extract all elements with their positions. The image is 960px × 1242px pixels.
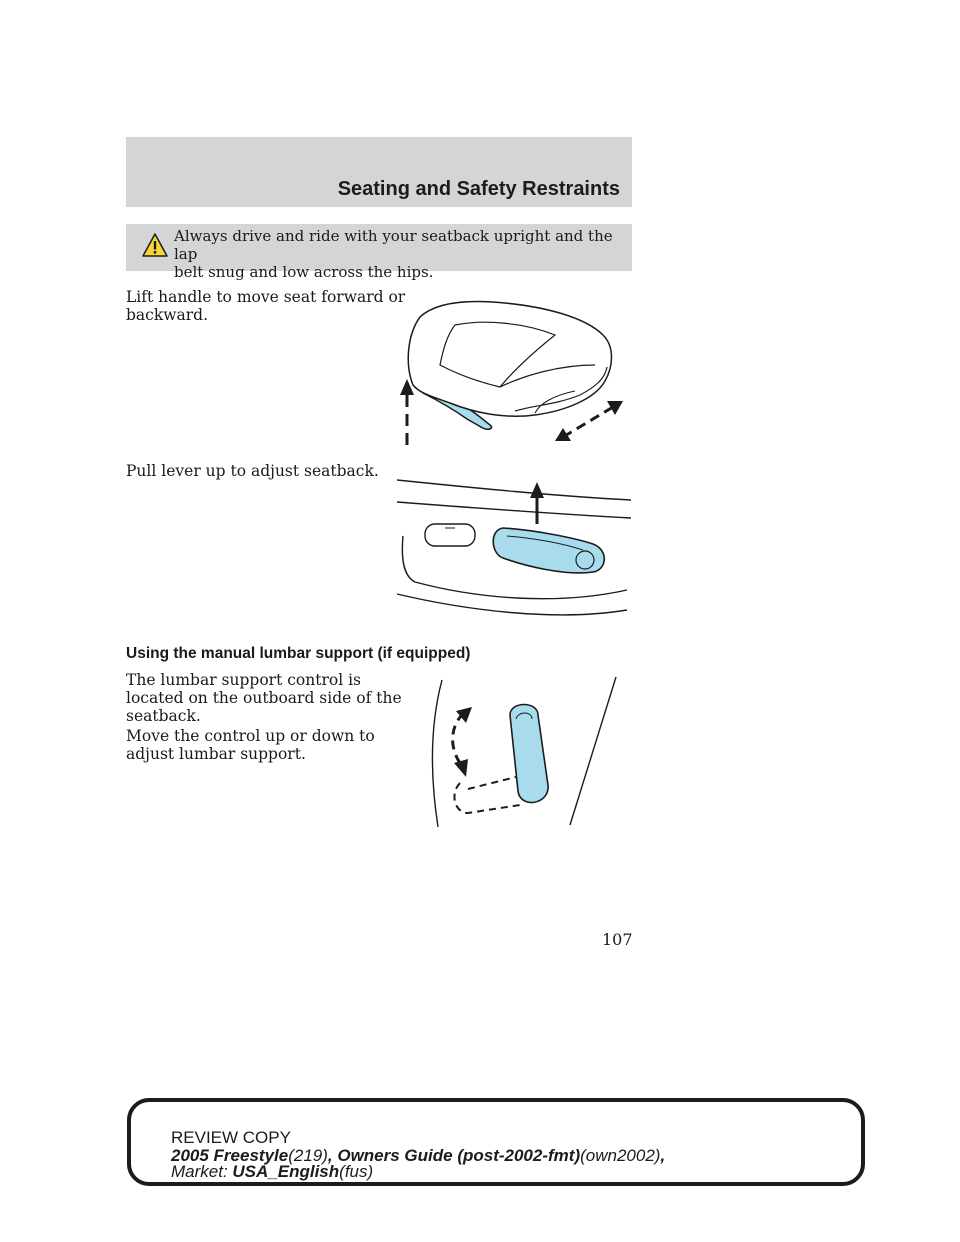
seatback-lever-illustration (395, 478, 635, 626)
lumbar-location-line: seatback. (126, 707, 201, 725)
footer-review-frame (127, 1098, 865, 1186)
footer-market-code: (fus) (339, 1162, 374, 1181)
warning-box (126, 224, 632, 281)
footer-guide: Owners Guide (post-2002-fmt) (337, 1146, 581, 1165)
lumbar-control-illustration (420, 675, 620, 830)
warning-text-line: Always drive and ride with your seatback upright and the lap (174, 227, 613, 263)
warning-text-line: belt snug and low across the hips. (174, 263, 434, 281)
warning-triangle-icon (142, 233, 168, 257)
footer-market-info (171, 1162, 373, 1182)
lumbar-location-line: located on the outboard side of the (126, 689, 402, 707)
lumbar-adjust-line: adjust lumbar support. (126, 745, 306, 763)
seat-cushion (408, 302, 611, 417)
footer-guide-code: (own2002) (580, 1146, 661, 1165)
footer-model-code: (219) (288, 1146, 328, 1165)
page-number: 107 (602, 930, 633, 949)
lumbar-control-lever (510, 705, 548, 803)
lumbar-heading: Using the manual lumbar support (if equipped) (126, 645, 471, 662)
lumbar-location-paragraph (126, 671, 402, 725)
lumbar-adjust-line: Move the control up or down to (126, 727, 375, 745)
header-band (126, 137, 632, 207)
footer-separator: , (660, 1146, 666, 1165)
fore-aft-line: Lift handle to move seat forward or (126, 288, 406, 306)
section-title: Seating and Safety Restraints (337, 178, 620, 200)
seat-fore-aft-illustration (395, 295, 630, 455)
lumbar-adjust-paragraph (126, 727, 375, 763)
footer-review-label: REVIEW COPY (171, 1128, 291, 1147)
fore-aft-instruction (126, 288, 405, 324)
footer-market: USA_English (232, 1162, 340, 1181)
lumbar-location-line: The lumbar support control is (126, 671, 361, 689)
fore-aft-line: backward. (126, 306, 209, 324)
recline-instruction: Pull lever up to adjust seatback. (126, 462, 379, 480)
footer-separator: , (327, 1146, 338, 1165)
footer-model: 2005 Freestyle (171, 1146, 289, 1165)
arrow-up-icon (530, 482, 544, 498)
footer-market-label: Market: (171, 1162, 233, 1181)
warning-text (174, 227, 624, 281)
arrow-down-icon (454, 759, 468, 777)
